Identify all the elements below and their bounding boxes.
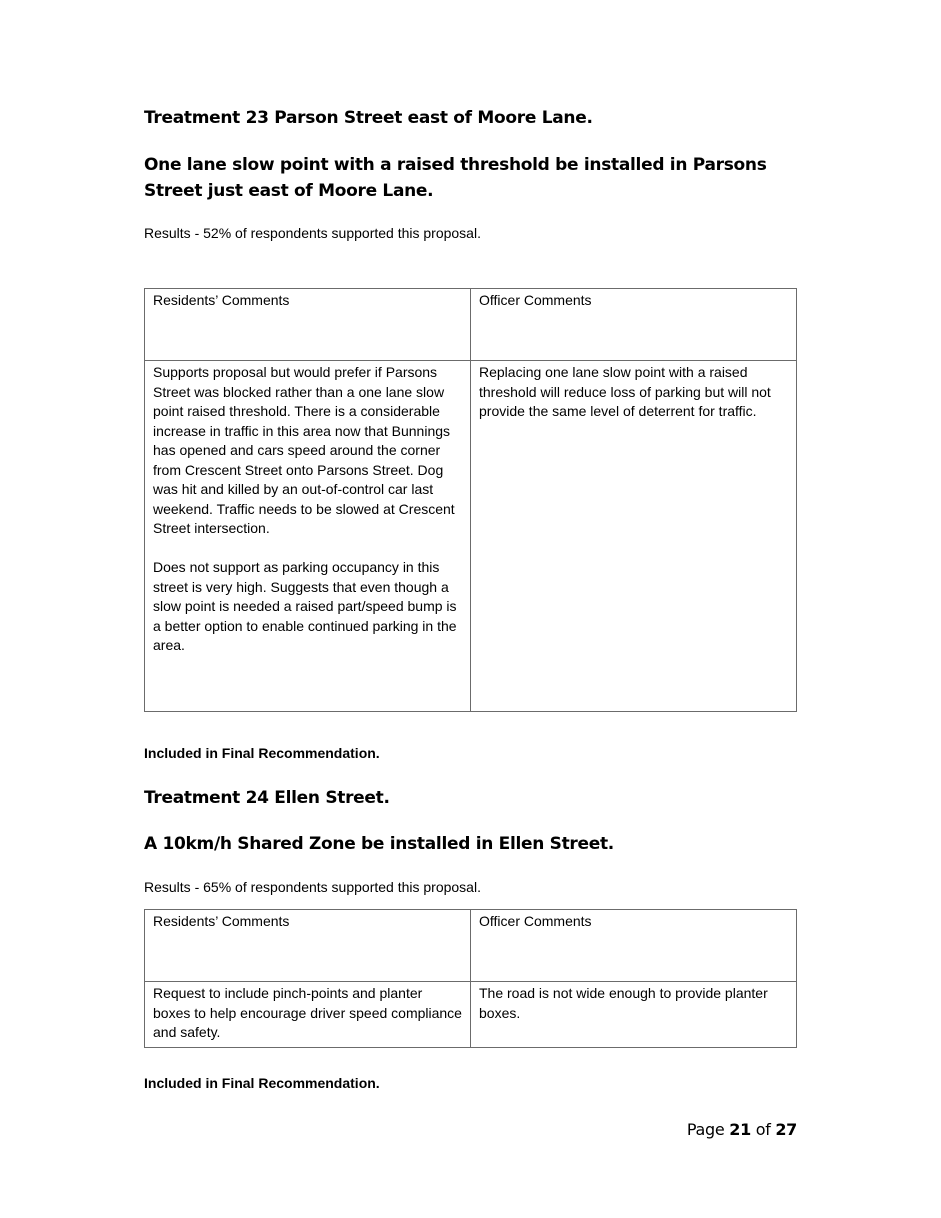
treatment-23-comments-table [144, 288, 797, 712]
header-label: Residents’ Comments [153, 913, 290, 929]
officer-comments-cell [471, 361, 797, 712]
officer-comments-cell [471, 982, 797, 1048]
current-page-number: 21 [729, 1120, 751, 1139]
page-label: Page [686, 1120, 725, 1139]
treatment-23-results: Results - 52% of respondents supported this proposal. [144, 225, 481, 241]
treatment-24-results: Results - 65% of respondents supported this proposal. [144, 879, 481, 895]
residents-comment: Request to include pinch-points and planter boxes to help encourage driver speed compliance and safety. [153, 985, 462, 1040]
residents-comment: Supports proposal but would prefer if Parsons Street was blocked rather than a one lane slow point raised threshold. There is a considerable increase in traffic in this area now that Bunnings has opened and cars speed around the corner from Crescent Street onto Parsons Street. Dog was hit and killed by an out-of-control car last weekend. Traffic needs to be slowed at Crescent Street intersection. [153, 364, 455, 536]
table-row [145, 361, 797, 712]
residents-comments-cell [145, 361, 471, 712]
officer-comments-header [471, 910, 797, 982]
treatment-23-recommendation: Included in Final Recommendation. [144, 745, 380, 761]
treatment-24-recommendation: Included in Final Recommendation. [144, 1075, 380, 1091]
header-label: Officer Comments [479, 292, 592, 308]
residents-comments-cell [145, 982, 471, 1048]
table-header-row [145, 910, 797, 982]
header-label: Officer Comments [479, 913, 592, 929]
treatment-23-title: Treatment 23 Parson Street east of Moore Lane. [144, 108, 593, 128]
officer-comments-header [471, 289, 797, 361]
total-page-count: 27 [775, 1120, 797, 1139]
treatment-24-title: Treatment 24 Ellen Street. [144, 788, 390, 808]
table-header-row [145, 289, 797, 361]
page-number-footer [687, 1120, 797, 1139]
of-label: of [755, 1120, 771, 1139]
table-row [145, 982, 797, 1048]
treatment-24-comments-table [144, 909, 797, 1048]
residents-comments-header [145, 910, 471, 982]
officer-comment: The road is not wide enough to provide planter boxes. [479, 985, 768, 1021]
header-label: Residents’ Comments [153, 292, 290, 308]
residents-comments-header [145, 289, 471, 361]
residents-comment: Does not support as parking occupancy in this street is very high. Suggests that even though a slow point is needed a raised part/speed bump is a better option to enable continued parking in the area. [153, 559, 457, 653]
treatment-23-proposal: One lane slow point with a raised threshold be installed in Parsons Street just east of Moore Lane. [144, 155, 767, 201]
paragraph-gap [153, 539, 462, 559]
treatment-24-proposal: A 10km/h Shared Zone be installed in Ellen Street. [144, 834, 614, 854]
officer-comment: Replacing one lane slow point with a raised threshold will reduce loss of parking but will not provide the same level of deterrent for traffic. [479, 364, 771, 419]
